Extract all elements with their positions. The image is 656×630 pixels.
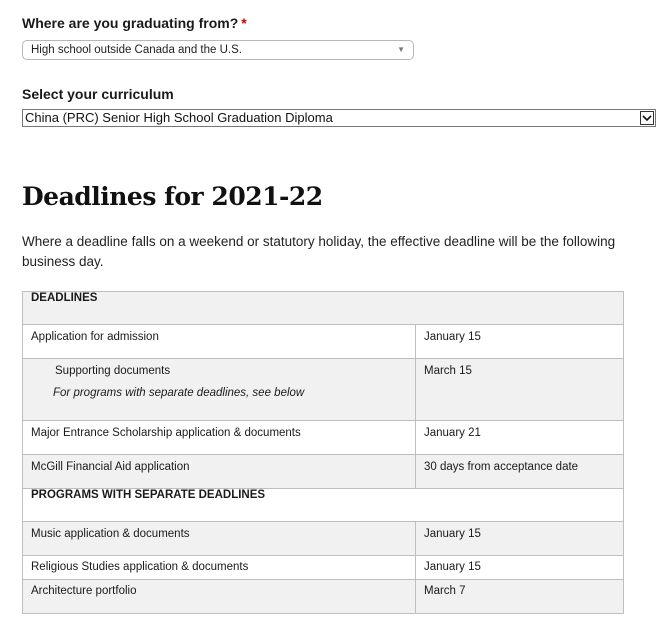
row-date: January 21	[416, 421, 624, 455]
table-header-deadlines: DEADLINES	[23, 292, 624, 325]
table-row	[23, 522, 624, 556]
table-header-row	[23, 489, 624, 522]
curriculum-select[interactable]	[22, 109, 656, 127]
graduating-from-label	[22, 15, 247, 31]
table-row	[23, 580, 624, 614]
row-item: Application for admission	[23, 325, 416, 359]
row-date: January 15	[416, 556, 624, 580]
graduating-from-value: High school outside Canada and the U.S.	[31, 44, 242, 56]
table-header-programs: PROGRAMS WITH SEPARATE DEADLINES	[23, 489, 624, 522]
row-item: McGill Financial Aid application	[23, 455, 416, 489]
table-row	[23, 421, 624, 455]
row-item: Architecture portfolio	[23, 580, 416, 614]
table-row	[23, 325, 624, 359]
row-item: Supporting documents	[55, 365, 171, 377]
row-note: For programs with separate deadlines, see below	[53, 387, 305, 399]
graduating-from-select[interactable]	[22, 40, 414, 60]
row-item: Music application & documents	[23, 522, 416, 556]
curriculum-label: Select your curriculum	[22, 86, 174, 102]
table-row	[23, 359, 624, 421]
table-row	[23, 556, 624, 580]
row-date: January 15	[416, 325, 624, 359]
graduating-from-label-text: Where are you graduating from?	[22, 15, 239, 31]
curriculum-value: China (PRC) Senior High School Graduation Diploma	[25, 110, 333, 125]
row-item: Religious Studies application & documents	[23, 556, 416, 580]
table-row	[23, 455, 624, 489]
row-date: 30 days from acceptance date	[416, 455, 624, 489]
row-date: March 15	[416, 359, 624, 421]
required-marker: *	[241, 15, 247, 31]
row-item: Major Entrance Scholarship application & documents	[23, 421, 416, 455]
row-item-cell	[23, 359, 416, 421]
row-date: March 7	[416, 580, 624, 614]
chevron-down-icon	[640, 111, 654, 125]
row-date: January 15	[416, 522, 624, 556]
page-title: Deadlines for 2021-22	[22, 182, 323, 211]
caret-down-icon: ▼	[397, 45, 405, 54]
table-header-row	[23, 292, 624, 325]
deadlines-table	[22, 291, 624, 614]
intro-text: Where a deadline falls on a weekend or statutory holiday, the effective deadline will be the following business day.	[22, 234, 616, 269]
